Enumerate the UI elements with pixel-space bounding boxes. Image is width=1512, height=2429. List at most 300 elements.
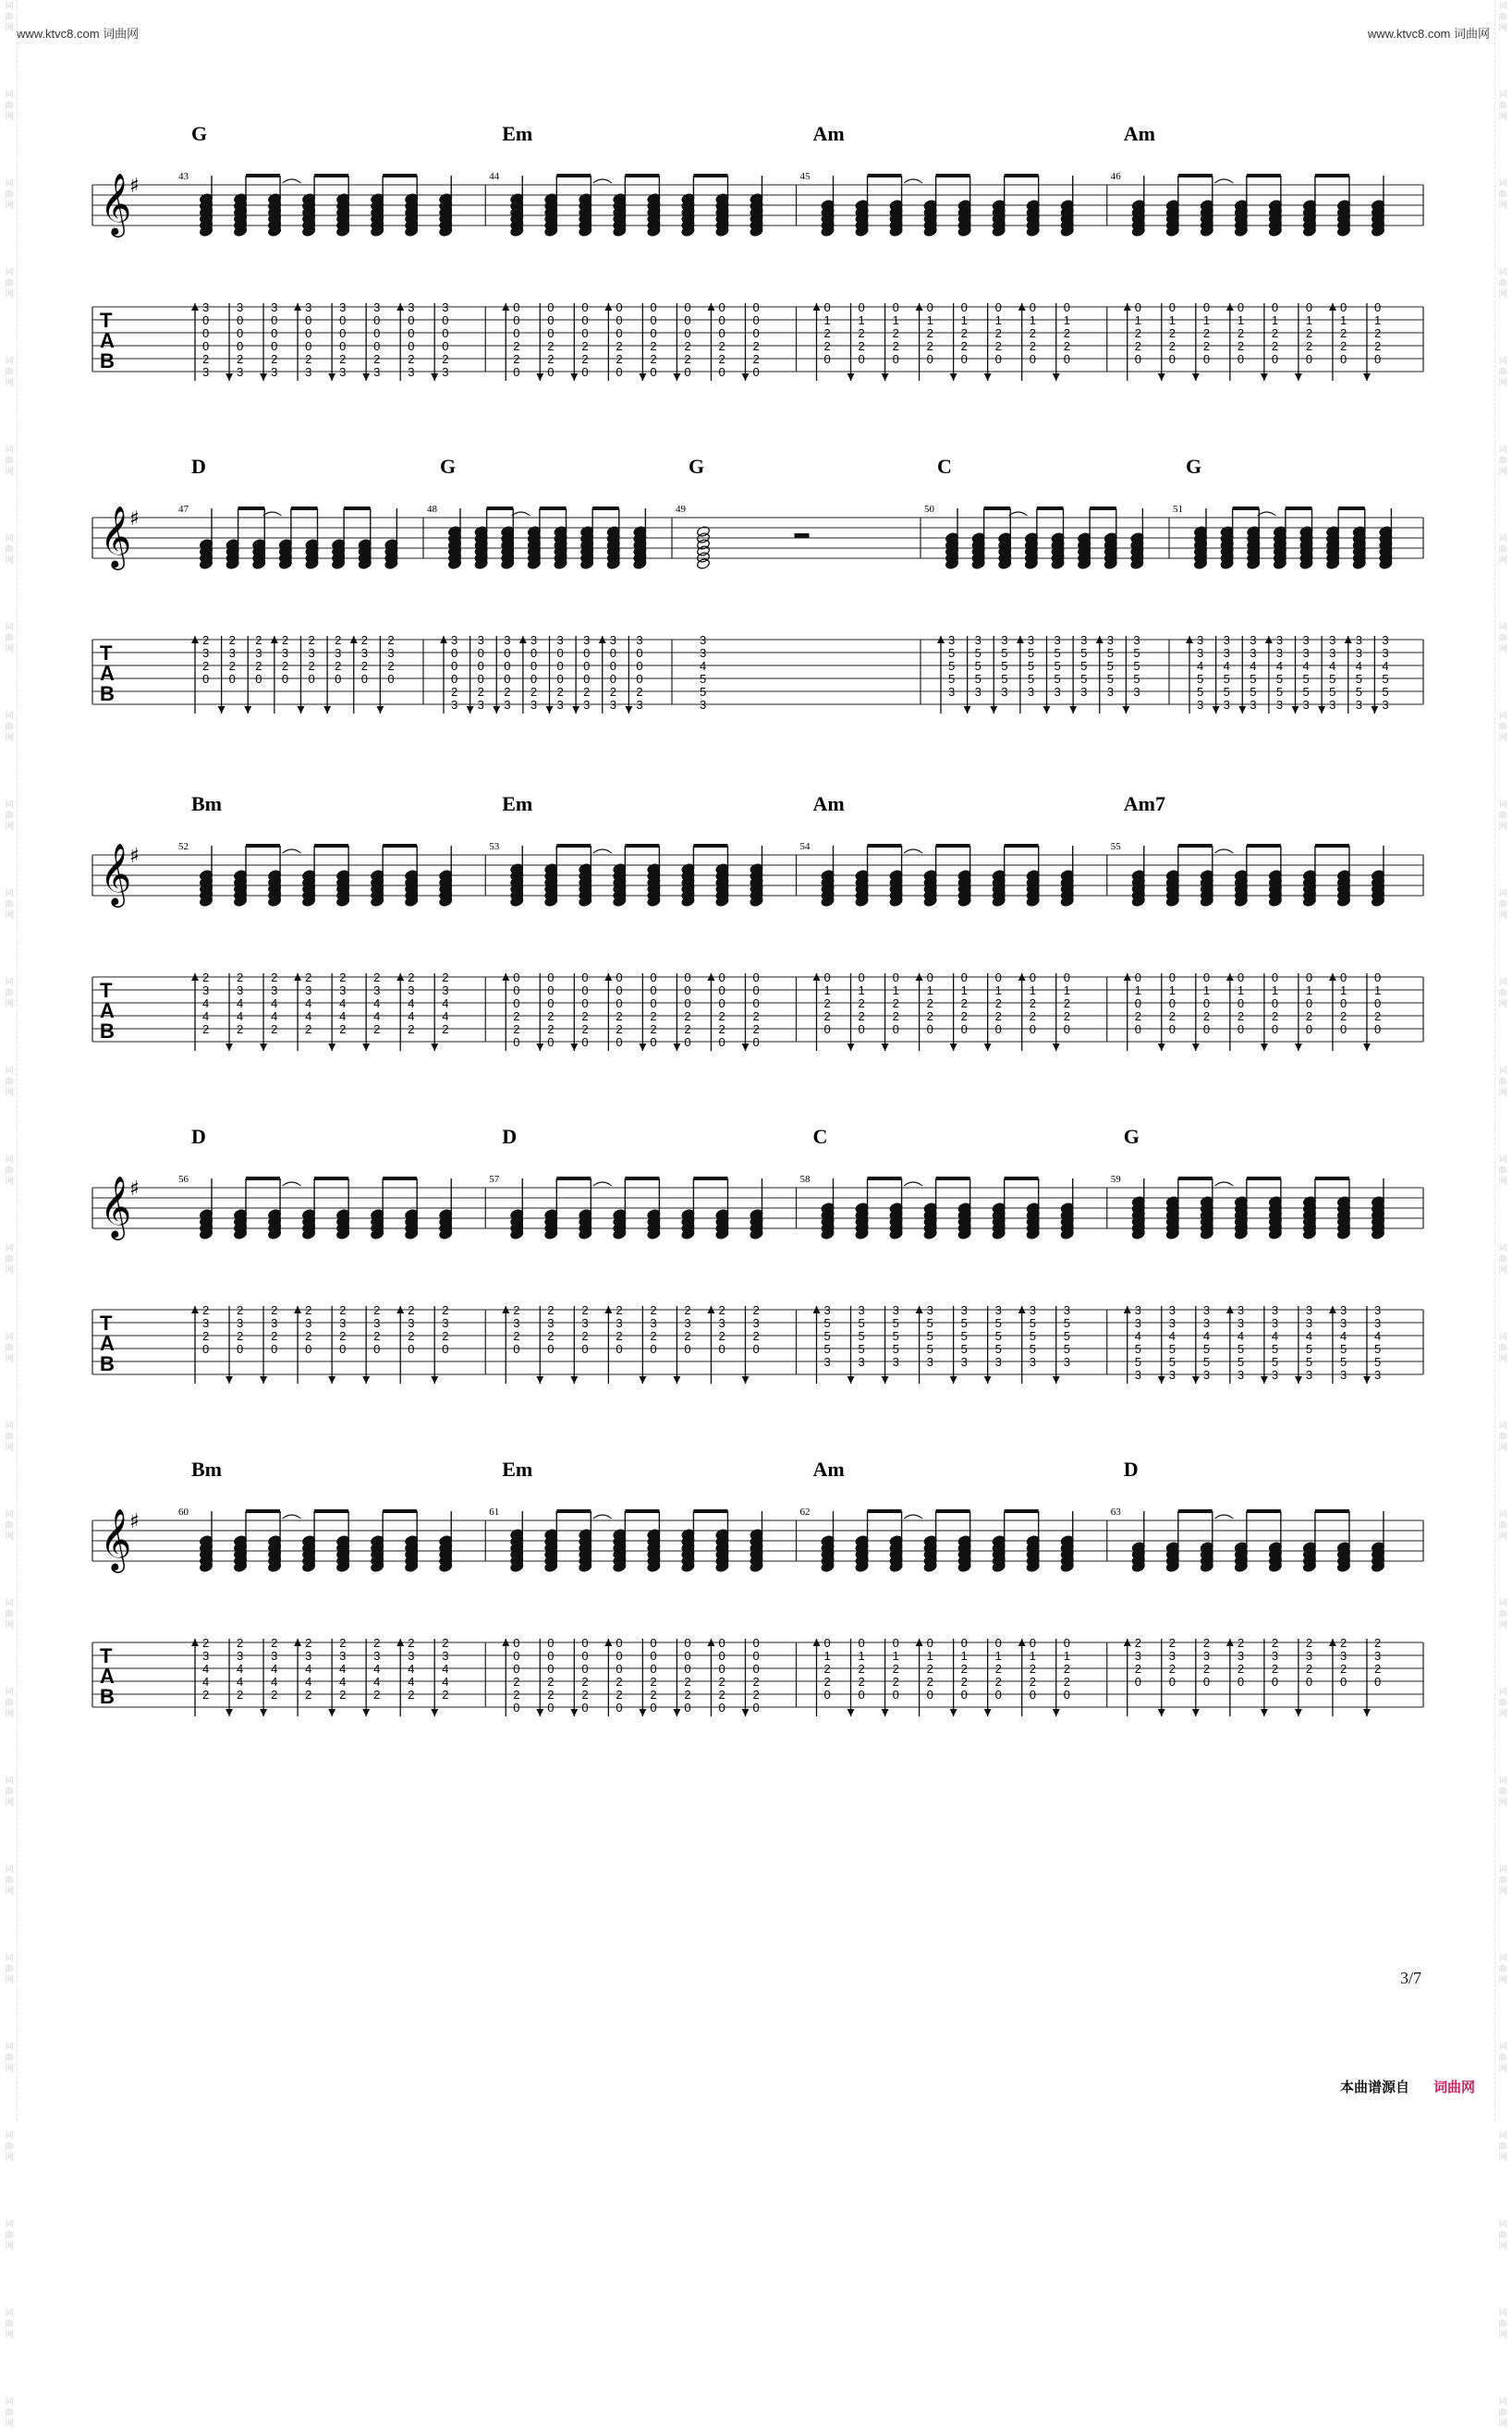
tab-fret-number: 0 <box>360 672 368 686</box>
strum-down-arrow-icon <box>1053 1376 1060 1384</box>
tab-fret-number: 2 <box>408 1329 415 1343</box>
tab-fret-number: 5 <box>926 1329 933 1343</box>
note-beam <box>1247 1177 1281 1180</box>
tab-fret-number: 2 <box>1202 1662 1211 1676</box>
tab-fret-number: 0 <box>581 313 589 327</box>
tab-fret-number: 3 <box>1080 685 1088 699</box>
tab-fret-number: 4 <box>1302 659 1310 673</box>
tab-fret-number: 0 <box>650 365 657 379</box>
tab-fret-number: 0 <box>616 326 623 340</box>
tab-fret-number: 0 <box>823 1636 831 1650</box>
tab-fret-number: 0 <box>926 352 933 366</box>
tab-fret-number: 1 <box>1202 983 1211 997</box>
tab-fret-number: 0 <box>1063 300 1070 314</box>
tab-fret-number: 0 <box>408 339 415 353</box>
tab-fret-number: 0 <box>650 1342 657 1356</box>
tab-fret-number: 0 <box>530 659 538 673</box>
tab-fret-number: 2 <box>271 352 278 366</box>
tab-fret-number: 3 <box>442 300 449 314</box>
tab-fret-number: 5 <box>1106 659 1114 673</box>
tab-clef-letter: T <box>100 641 113 665</box>
tab-fret-number: 0 <box>1237 1022 1245 1036</box>
tab-fret-number: 3 <box>442 1649 449 1663</box>
strum-down-arrow-icon <box>847 1044 855 1051</box>
strum-down-arrow-icon <box>1192 373 1200 381</box>
measure-number: 46 <box>1110 171 1121 182</box>
tab-fret-number: 0 <box>1029 970 1036 984</box>
strum-down-arrow-icon <box>639 1376 646 1384</box>
strum-down-arrow-icon <box>1238 706 1246 714</box>
tab-fret-number: 2 <box>1237 1009 1245 1023</box>
note-beam <box>625 844 659 848</box>
tab-fret-number: 0 <box>609 672 616 686</box>
tab-fret-number: 5 <box>892 1316 899 1330</box>
tab-fret-number: 0 <box>1134 352 1141 366</box>
tab-fret-number: 0 <box>650 970 657 984</box>
measure-number: 49 <box>676 504 686 515</box>
tab-fret-number: 3 <box>305 1649 312 1663</box>
tab-fret-number: 2 <box>547 1688 555 1702</box>
tab-fret-number: 0 <box>650 326 657 340</box>
tab-fret-number: 0 <box>718 1636 726 1650</box>
tie-arc <box>1009 512 1028 516</box>
tab-fret-number: 1 <box>858 1649 865 1663</box>
tab-fret-number: 3 <box>974 633 982 647</box>
tab-fret-number: 0 <box>1339 1675 1347 1689</box>
note-beam <box>556 1509 591 1513</box>
strum-down-arrow-icon <box>328 1709 335 1716</box>
tab-fret-number: 2 <box>752 352 760 366</box>
tab-fret-number: 3 <box>1271 1368 1279 1382</box>
measure-number: 59 <box>1110 1174 1121 1185</box>
side-watermark-text: 词曲网 <box>1498 445 1507 476</box>
chord-name: G <box>1186 455 1202 478</box>
tab-fret-number: 1 <box>1029 983 1036 997</box>
strum-down-arrow-icon <box>1292 706 1299 714</box>
tab-fret-number: 2 <box>650 1303 657 1317</box>
footer-brand-link[interactable]: 词曲网 <box>1433 2080 1475 2095</box>
tab-fret-number: 3 <box>281 646 289 660</box>
tab-fret-number: 5 <box>1027 672 1035 686</box>
tab-fret-number: 0 <box>684 1649 691 1663</box>
chord-name: G <box>191 122 208 145</box>
tab-clef-letter: B <box>100 1685 115 1708</box>
tab-fret-number: 0 <box>926 1636 933 1650</box>
tab-fret-number: 3 <box>892 1355 899 1369</box>
tab-fret-number: 2 <box>583 685 591 699</box>
strum-down-arrow-icon <box>1261 1044 1268 1051</box>
tab-fret-number: 0 <box>547 313 555 327</box>
strum-down-arrow-icon <box>546 706 554 714</box>
side-watermark-text: 词曲网 <box>5 977 14 1008</box>
tab-fret-number: 3 <box>237 1649 244 1663</box>
side-watermark-text: 词曲网 <box>1498 533 1507 565</box>
tab-fret-number: 2 <box>202 970 210 984</box>
tab-fret-number: 2 <box>513 1675 520 1689</box>
tab-fret-number: 0 <box>202 1342 210 1356</box>
tab-fret-number: 2 <box>408 1022 415 1036</box>
strum-down-arrow-icon <box>673 1044 680 1051</box>
strum-down-arrow-icon <box>990 706 997 714</box>
tab-fret-number: 2 <box>994 1662 1002 1676</box>
tab-fret-number: 2 <box>1063 996 1070 1010</box>
tab-fret-number: 2 <box>960 326 968 340</box>
tab-fret-number: 2 <box>926 1662 933 1676</box>
tab-fret-number: 3 <box>700 633 707 647</box>
tab-fret-number: 5 <box>960 1329 968 1343</box>
tie-arc <box>1214 1515 1233 1519</box>
tab-fret-number: 0 <box>823 1688 831 1702</box>
tab-fret-number: 2 <box>308 659 315 673</box>
tab-fret-number: 3 <box>1339 1316 1347 1330</box>
tab-fret-number: 3 <box>1054 633 1061 647</box>
tab-fret-number: 0 <box>408 313 415 327</box>
tab-clef-letter: B <box>100 349 115 372</box>
tab-fret-number: 2 <box>228 659 236 673</box>
tab-fret-number: 0 <box>271 313 278 327</box>
tab-fret-number: 0 <box>752 983 760 997</box>
tab-fret-number: 3 <box>1133 633 1140 647</box>
strum-down-arrow-icon <box>984 1709 992 1716</box>
tab-fret-number: 5 <box>1305 1355 1313 1369</box>
tab-fret-number: 0 <box>718 1701 726 1715</box>
header-site-right[interactable]: www.ktvc8.com 词曲网 <box>1367 27 1490 41</box>
tab-fret-number: 0 <box>583 672 591 686</box>
tab-fret-number: 0 <box>892 1688 899 1702</box>
tab-fret-number: 3 <box>305 983 312 997</box>
tab-fret-number: 3 <box>1197 633 1204 647</box>
note-beam <box>556 844 591 848</box>
tab-fret-number: 2 <box>547 1675 555 1689</box>
tab-fret-number: 0 <box>1029 352 1036 366</box>
tab-fret-number: 3 <box>1302 633 1310 647</box>
tab-fret-number: 3 <box>994 1303 1002 1317</box>
tab-fret-number: 2 <box>202 1636 210 1650</box>
tab-fret-number: 3 <box>1373 1649 1382 1663</box>
tab-fret-number: 3 <box>1134 1368 1141 1382</box>
note-beam <box>868 844 902 848</box>
tab-fret-number: 4 <box>408 1675 415 1689</box>
tab-fret-number: 0 <box>960 300 968 314</box>
tab-fret-number: 2 <box>1029 1675 1036 1689</box>
tab-fret-number: 2 <box>1063 1662 1070 1676</box>
tab-fret-number: 3 <box>1197 646 1204 660</box>
tab-fret-number: 3 <box>305 365 312 379</box>
tab-fret-number: 2 <box>360 659 368 673</box>
tab-fret-number: 0 <box>556 659 564 673</box>
side-watermark-text: 词曲网 <box>5 1509 14 1541</box>
strum-down-arrow-icon <box>1363 1709 1371 1716</box>
tab-fret-number: 2 <box>684 1022 691 1036</box>
tab-fret-number: 0 <box>718 313 726 327</box>
tab-fret-number: 2 <box>636 685 643 699</box>
tab-fret-number: 3 <box>1134 1649 1141 1663</box>
treble-clef-icon: 𝄞 <box>100 505 132 568</box>
tab-fret-number: 3 <box>1339 1368 1347 1382</box>
treble-clef-icon: 𝄞 <box>100 1175 132 1238</box>
tab-fret-number: 5 <box>1054 646 1061 660</box>
tab-fret-number: 3 <box>858 1303 865 1317</box>
tab-fret-number: 5 <box>1305 1342 1313 1356</box>
tab-fret-number: 2 <box>1202 1009 1211 1023</box>
tab-fret-number: 5 <box>1339 1342 1347 1356</box>
tab-fret-number: 2 <box>1271 1662 1279 1676</box>
tab-fret-number: 0 <box>1373 970 1382 984</box>
tab-fret-number: 0 <box>1271 970 1279 984</box>
tab-fret-number: 0 <box>1373 996 1382 1010</box>
tab-fret-number: 5 <box>892 1342 899 1356</box>
tab-fret-number: 0 <box>718 365 726 379</box>
tab-fret-number: 2 <box>994 339 1002 353</box>
measure-number: 61 <box>489 1507 500 1518</box>
tab-fret-number: 3 <box>1027 633 1035 647</box>
tab-fret-number: 3 <box>360 646 368 660</box>
tab-fret-number: 2 <box>1134 326 1141 340</box>
measure-number: 60 <box>178 1507 189 1518</box>
tab-fret-number: 5 <box>1168 1342 1177 1356</box>
tab-fret-number: 2 <box>1373 326 1382 340</box>
tab-fret-number: 5 <box>974 672 982 686</box>
side-watermark-text: 词曲网 <box>5 799 14 831</box>
tab-fret-number: 2 <box>892 339 899 353</box>
note-beam <box>1247 174 1281 177</box>
tab-fret-number: 3 <box>1054 685 1061 699</box>
tab-fret-number: 0 <box>1029 1636 1036 1650</box>
tab-fret-number: 0 <box>1063 970 1070 984</box>
tab-fret-number: 3 <box>271 365 278 379</box>
tab-fret-number: 2 <box>255 633 262 647</box>
tab-fret-number: 0 <box>1339 1022 1347 1036</box>
tab-fret-number: 5 <box>948 659 956 673</box>
tab-fret-number: 2 <box>1305 1009 1313 1023</box>
tab-fret-number: 3 <box>1134 1303 1141 1317</box>
system-notation <box>92 453 1423 730</box>
tab-fret-number: 4 <box>202 1009 210 1023</box>
tab-fret-number: 3 <box>202 1316 210 1330</box>
tab-fret-number: 0 <box>650 1662 657 1676</box>
tab-fret-number: 0 <box>581 326 589 340</box>
tab-fret-number: 2 <box>994 996 1002 1010</box>
tab-fret-number: 2 <box>228 633 236 647</box>
tab-fret-number: 4 <box>442 1009 449 1023</box>
tab-fret-number: 0 <box>684 326 691 340</box>
tab-fret-number: 3 <box>1202 1368 1211 1382</box>
tab-fret-number: 2 <box>513 352 520 366</box>
tie-arc <box>904 179 922 183</box>
note-beam <box>1315 844 1349 848</box>
tab-fret-number: 3 <box>373 1316 381 1330</box>
music-system <box>92 453 1423 730</box>
tab-fret-number: 2 <box>547 1329 555 1343</box>
tab-fret-number: 2 <box>442 1303 449 1317</box>
tab-fret-number: 0 <box>339 1342 347 1356</box>
tab-fret-number: 0 <box>616 1662 623 1676</box>
tab-fret-number: 0 <box>892 1022 899 1036</box>
measure <box>797 1458 1075 1716</box>
strum-down-arrow-icon <box>882 1044 889 1051</box>
tab-fret-number: 1 <box>960 313 968 327</box>
side-watermark-text: 词曲网 <box>1498 2042 1507 2073</box>
tie-arc <box>283 1515 301 1519</box>
tab-fret-number: 2 <box>1134 1662 1141 1676</box>
tab-fret-number: 4 <box>700 659 707 673</box>
measure-number: 57 <box>489 1174 500 1185</box>
note-beam <box>314 844 348 848</box>
tab-fret-number: 3 <box>1134 1316 1141 1330</box>
tab-fret-number: 3 <box>1237 1316 1245 1330</box>
tab-fret-number: 2 <box>892 1675 899 1689</box>
tab-fret-number: 5 <box>1001 659 1008 673</box>
tab-fret-number: 0 <box>960 970 968 984</box>
tab-fret-number: 3 <box>202 646 210 660</box>
tab-fret-number: 0 <box>616 1035 623 1049</box>
side-watermark-text: 词曲网 <box>1498 1 1507 32</box>
tab-fret-number: 0 <box>752 326 760 340</box>
tab-fret-number: 2 <box>616 1329 623 1343</box>
strum-down-arrow-icon <box>1261 1376 1268 1384</box>
tab-fret-number: 5 <box>1382 685 1389 699</box>
tab-fret-number: 1 <box>1029 1649 1036 1663</box>
measure-number: 47 <box>178 504 189 515</box>
side-watermark-text: 词曲网 <box>5 267 14 299</box>
tab-fret-number: 0 <box>823 352 831 366</box>
music-system <box>92 1123 1423 1400</box>
tab-fret-number: 3 <box>700 698 707 712</box>
tab-fret-number: 2 <box>1237 1636 1245 1650</box>
tab-fret-number: 0 <box>237 326 244 340</box>
tab-fret-number: 2 <box>271 970 278 984</box>
tab-fret-number: 2 <box>281 659 289 673</box>
note-beam <box>936 1177 970 1180</box>
tab-fret-number: 3 <box>974 685 982 699</box>
strum-down-arrow-icon <box>1192 1709 1200 1716</box>
tab-fret-number: 0 <box>718 983 726 997</box>
tab-fret-number: 0 <box>858 970 865 984</box>
tab-fret-number: 3 <box>373 365 381 379</box>
tab-fret-number: 0 <box>960 1022 968 1036</box>
tab-fret-number: 2 <box>339 1329 347 1343</box>
note-beam <box>246 1177 280 1180</box>
tab-fret-number: 0 <box>1271 996 1279 1010</box>
tab-fret-number: 0 <box>373 326 381 340</box>
strum-down-arrow-icon <box>950 1709 957 1716</box>
tab-fret-number: 0 <box>1271 1675 1279 1689</box>
tab-fret-number: 0 <box>237 313 244 327</box>
tab-fret-number: 0 <box>373 339 381 353</box>
tab-fret-number: 1 <box>1237 983 1245 997</box>
note-beam <box>314 174 348 177</box>
measure-number: 54 <box>799 841 811 852</box>
chord-name: Am <box>1123 122 1155 145</box>
side-watermark-text: 词曲网 <box>5 1687 14 1718</box>
side-watermark-text: 词曲网 <box>5 2219 14 2251</box>
strum-down-arrow-icon <box>1261 1709 1268 1716</box>
side-watermark-text: 词曲网 <box>5 888 14 920</box>
key-signature-sharp-icon: ♯ <box>129 1510 140 1533</box>
tab-fret-number: 3 <box>237 983 244 997</box>
tab-fret-number: 0 <box>1202 996 1211 1010</box>
strum-down-arrow-icon <box>260 1376 267 1384</box>
tab-fret-number: 3 <box>442 365 449 379</box>
note-beam <box>487 507 514 510</box>
strum-down-arrow-icon <box>639 373 646 381</box>
side-watermark-text: 词曲网 <box>1498 2308 1507 2339</box>
tab-clef-letter: A <box>100 329 115 352</box>
tab-fret-number: 3 <box>451 698 458 712</box>
tab-fret-number: 3 <box>1250 646 1257 660</box>
tab-fret-number: 2 <box>650 1022 657 1036</box>
side-watermark-text: 词曲网 <box>1498 1332 1507 1363</box>
tab-fret-number: 0 <box>513 300 520 314</box>
tab-fret-number: 3 <box>1382 633 1389 647</box>
note-beam <box>1247 844 1281 848</box>
system-notation <box>92 120 1423 397</box>
tab-fret-number: 3 <box>547 1316 555 1330</box>
tab-fret-number: 1 <box>1134 313 1141 327</box>
tie-arc <box>263 512 282 516</box>
tab-fret-number: 0 <box>650 983 657 997</box>
tab-fret-number: 2 <box>858 339 865 353</box>
tab-fret-number: 2 <box>650 352 657 366</box>
tab-fret-number: 2 <box>1029 1662 1036 1676</box>
tab-fret-number: 5 <box>823 1316 831 1330</box>
tab-fret-number: 2 <box>305 352 312 366</box>
tab-fret-number: 4 <box>271 1009 278 1023</box>
tab-fret-number: 0 <box>477 646 484 660</box>
tab-fret-number: 2 <box>305 1303 312 1317</box>
tab-fret-number: 0 <box>1305 1675 1313 1689</box>
tab-fret-number: 3 <box>1202 1649 1211 1663</box>
tab-fret-number: 1 <box>1168 983 1177 997</box>
note-beam <box>693 174 727 177</box>
tab-fret-number: 3 <box>271 983 278 997</box>
tab-fret-number: 0 <box>581 1649 589 1663</box>
tab-fret-number: 0 <box>581 996 589 1010</box>
strum-down-arrow-icon <box>260 1709 267 1716</box>
tab-fret-number: 0 <box>1168 970 1177 984</box>
tab-fret-number: 0 <box>442 339 449 353</box>
page-number: 3/7 <box>1399 1969 1421 1987</box>
header-site-left[interactable]: www.ktvc8.com 词曲网 <box>17 27 140 41</box>
tab-fret-number: 2 <box>202 1303 210 1317</box>
tab-fret-number: 0 <box>858 352 865 366</box>
tab-fret-number: 0 <box>718 970 726 984</box>
tab-fret-number: 3 <box>636 633 643 647</box>
strum-down-arrow-icon <box>741 1376 749 1384</box>
chord-name: Bm <box>191 792 222 815</box>
tab-fret-number: 0 <box>581 983 589 997</box>
tab-fret-number: 3 <box>1373 1316 1382 1330</box>
tab-fret-number: 2 <box>581 352 589 366</box>
tab-fret-number: 1 <box>1168 313 1177 327</box>
tab-fret-number: 2 <box>752 339 760 353</box>
tab-fret-number: 0 <box>305 313 312 327</box>
tab-fret-number: 3 <box>271 1316 278 1330</box>
tab-fret-number: 3 <box>1305 1303 1313 1317</box>
strum-down-arrow-icon <box>536 373 543 381</box>
note-beam <box>540 507 567 510</box>
tab-fret-number: 2 <box>960 1662 968 1676</box>
tab-fret-number: 2 <box>202 1022 210 1036</box>
strum-down-arrow-icon <box>431 1376 438 1384</box>
tab-fret-number: 0 <box>823 970 831 984</box>
tab-fret-number: 2 <box>926 996 933 1010</box>
tab-fret-number: 2 <box>1373 1009 1382 1023</box>
tab-fret-number: 5 <box>1275 672 1284 686</box>
note-beam <box>1178 1509 1213 1513</box>
tab-fret-number: 5 <box>1271 1342 1279 1356</box>
tab-fret-number: 4 <box>237 1009 244 1023</box>
